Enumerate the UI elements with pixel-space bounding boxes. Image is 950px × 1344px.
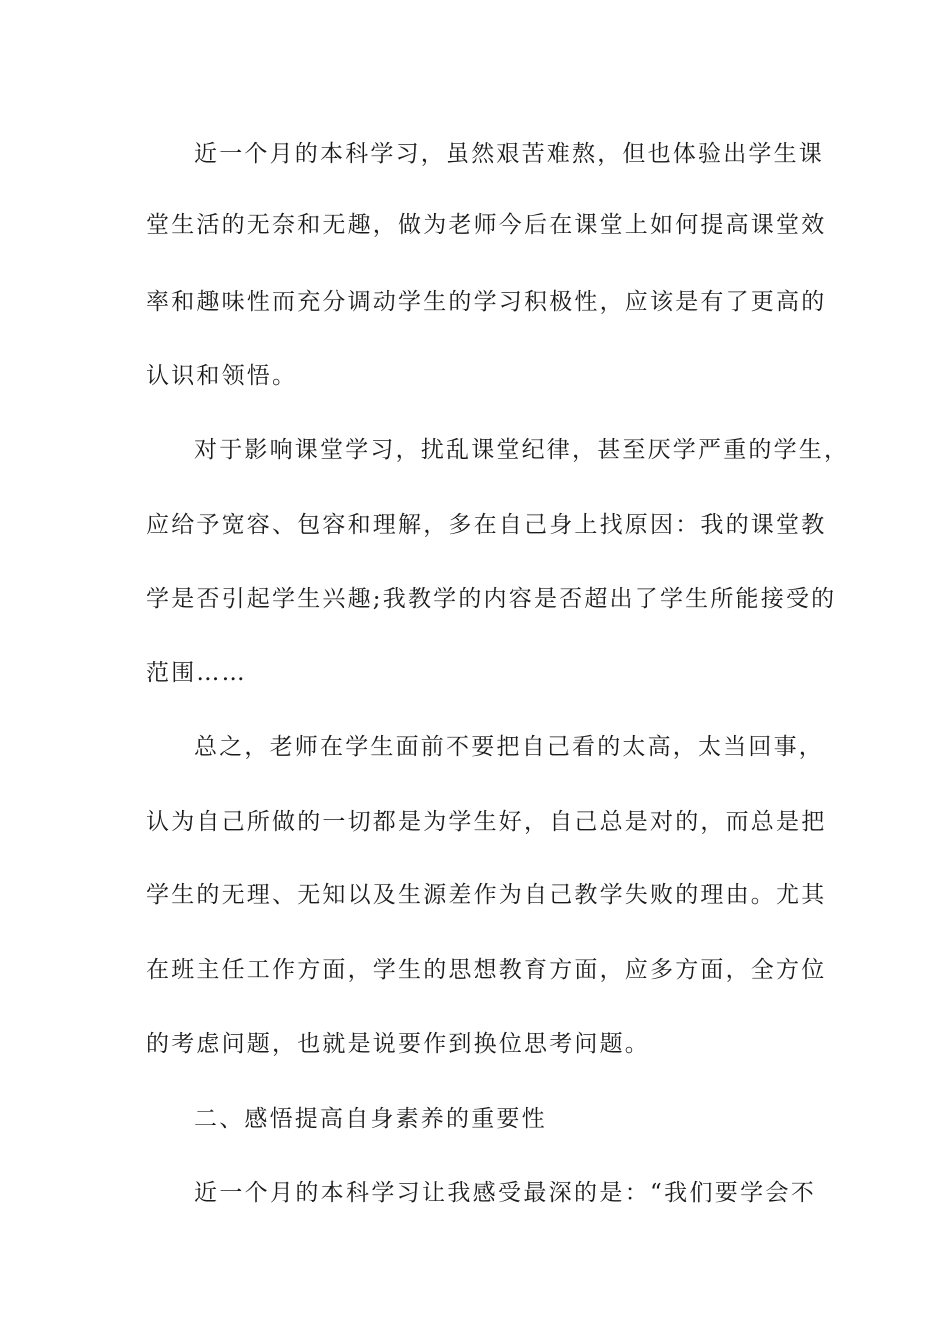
paragraph-1-line-4: 认识和领悟。 bbox=[146, 363, 298, 389]
paragraph-1-line-3: 率和趣味性而充分调动学生的学习积极性，应该是有了更高的 bbox=[146, 289, 827, 315]
paragraph-1-line-1: 近一个月的本科学习，虽然艰苦难熬，但也体验出学生课 bbox=[194, 141, 824, 167]
paragraph-3-line-4: 在班主任工作方面，学生的思想教育方面，应多方面，全方位 bbox=[146, 957, 827, 983]
paragraph-4-line-1: 近一个月的本科学习让我感受最深的是：“我们要学会不 bbox=[194, 1180, 816, 1206]
paragraph-2-line-3: 学是否引起学生兴趣;我教学的内容是否超出了学生所能接受的 bbox=[146, 586, 837, 612]
paragraph-3-line-2: 认为自己所做的一切都是为学生好，自己总是对的，而总是把 bbox=[146, 809, 827, 835]
section-heading: 二、感悟提高自身素养的重要性 bbox=[194, 1106, 547, 1132]
paragraph-2-line-2: 应给予宽容、包容和理解，多在自己身上找原因：我的课堂教 bbox=[146, 512, 827, 538]
paragraph-1-line-2: 堂生活的无奈和无趣，做为老师今后在课堂上如何提高课堂效 bbox=[146, 212, 827, 238]
paragraph-2-line-1: 对于影响课堂学习，扰乱课堂纪律，甚至厌学严重的学生， bbox=[194, 437, 850, 463]
paragraph-3-line-5: 的考虑问题，也就是说要作到换位思考问题。 bbox=[146, 1031, 650, 1057]
paragraph-2-line-4: 范围…… bbox=[146, 660, 247, 686]
paragraph-3-line-1: 总之，老师在学生面前不要把自己看的太高，太当回事， bbox=[194, 734, 824, 760]
paragraph-3-line-3: 学生的无理、无知以及生源差作为自己教学失败的理由。尤其 bbox=[146, 882, 827, 908]
